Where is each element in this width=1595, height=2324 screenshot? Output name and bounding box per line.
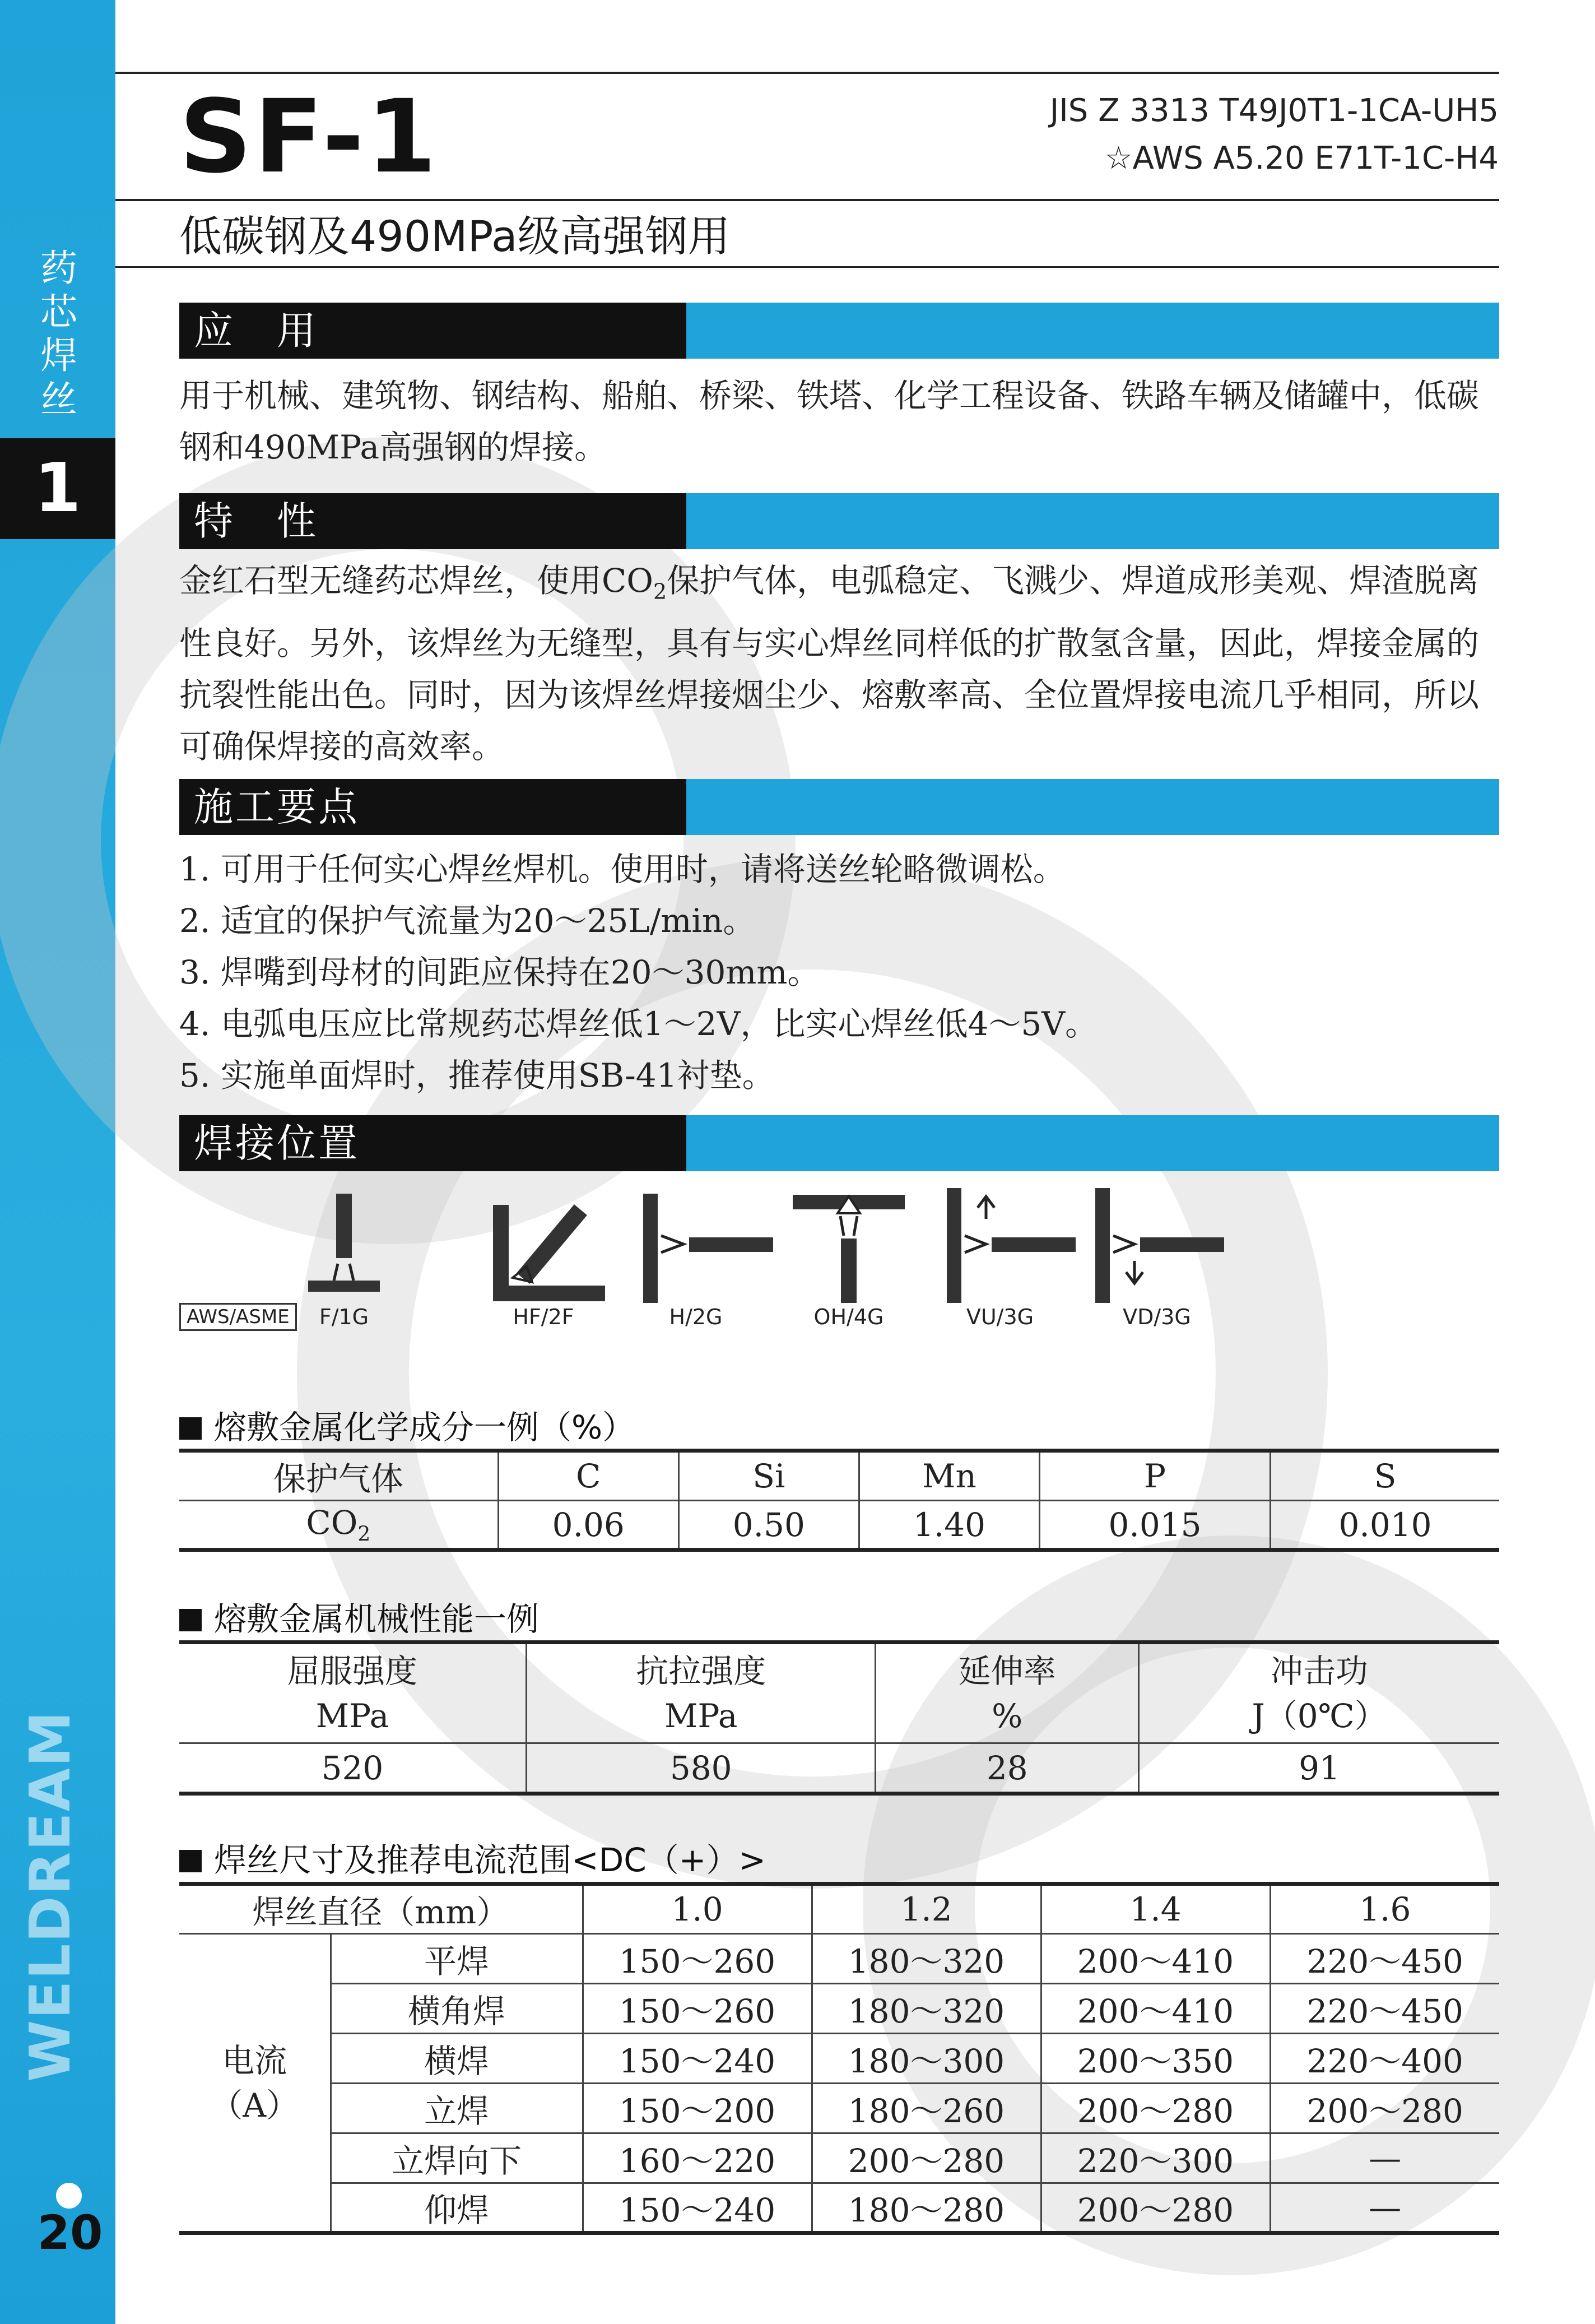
table-cell: 220～450 bbox=[1270, 1934, 1499, 1984]
sidebar-category bbox=[31, 247, 87, 421]
table-row bbox=[179, 1984, 1499, 2034]
header-middle-rule bbox=[115, 199, 1499, 201]
table-cell: 160～220 bbox=[583, 2133, 812, 2183]
table-cell: 520 bbox=[321, 1748, 384, 1787]
table-cell: 200～280 bbox=[812, 2133, 1041, 2183]
section-title: 施工要点 bbox=[194, 784, 360, 830]
key-point-item: 4. 电弧电压应比常规药芯焊丝低1～2V，比实心焊丝低4～5V。 bbox=[179, 1005, 1098, 1043]
vertical-up-icon bbox=[947, 1188, 1076, 1303]
table-cell: 200～350 bbox=[1041, 2034, 1270, 2084]
table-cell: 180～320 bbox=[812, 1934, 1041, 1984]
table-cell: 0.015 bbox=[1039, 1501, 1270, 1550]
table-cell: 横角焊 bbox=[331, 1984, 583, 2034]
table-cell: 0.06 bbox=[498, 1501, 678, 1550]
table-header-row bbox=[179, 1451, 1499, 1501]
mechanical-table-title: 熔敷金属机械性能一例 bbox=[179, 1593, 539, 1640]
overhead-icon bbox=[793, 1195, 905, 1303]
aws-asme-label: AWS/ASME bbox=[179, 1303, 297, 1331]
table-cell: 150～260 bbox=[583, 1984, 812, 2034]
table-cell: 横焊 bbox=[331, 2034, 583, 2084]
square-bullet-icon bbox=[179, 1417, 202, 1440]
position-label: F/1G bbox=[319, 1305, 369, 1329]
table-cell: 200～410 bbox=[1041, 1934, 1270, 1984]
page-number: 20 bbox=[37, 2205, 103, 2260]
horizontal-groove-icon bbox=[643, 1194, 773, 1303]
current-group-label: 电流 （A） bbox=[210, 2041, 299, 2124]
table-row bbox=[179, 2133, 1499, 2183]
sidebar-category-char: 药 bbox=[40, 247, 77, 290]
table-cell: 150～260 bbox=[583, 1934, 812, 1984]
chemistry-table-title: 熔敷金属化学成分一例（%） bbox=[179, 1401, 635, 1448]
table-header: S bbox=[1271, 1451, 1499, 1501]
table-header: 1.2 bbox=[812, 1884, 1041, 1934]
section-header-features bbox=[179, 493, 1499, 549]
table-header: 屈服强度 MPa bbox=[179, 1643, 526, 1743]
sidebar-category-char: 芯 bbox=[40, 290, 77, 333]
jis-standard: JIS Z 3313 T49J0T1-1CA-UH5 bbox=[1049, 92, 1499, 129]
table-cell: 200～410 bbox=[1041, 1984, 1270, 2034]
table-cell: 150～240 bbox=[583, 2183, 812, 2233]
table-cell: 立焊 bbox=[331, 2084, 583, 2133]
vertical-down-icon bbox=[1095, 1188, 1224, 1303]
table-header: 延伸率 % bbox=[876, 1643, 1139, 1743]
table-row bbox=[179, 2034, 1499, 2084]
table-row bbox=[179, 2084, 1499, 2133]
table-cell: 150～240 bbox=[583, 2034, 812, 2084]
section-title: 应 用 bbox=[194, 308, 318, 354]
current-table-title: 焊丝尺寸及推荐电流范围<DC（+）> bbox=[179, 1834, 766, 1881]
table-cell: $CO_2$ bbox=[306, 1503, 371, 1546]
table-header: 1.0 bbox=[583, 1884, 812, 1934]
table-cell: — bbox=[1270, 2133, 1499, 2183]
table-header-row bbox=[179, 1643, 1499, 1743]
application-text: 用于机械、建筑物、钢结构、船舶、桥梁、铁塔、化学工程设备、铁路车辆及储罐中，低碳钢和490MPa高强钢的焊接。 bbox=[179, 377, 1480, 466]
table-header: 焊丝直径（mm） bbox=[179, 1884, 583, 1934]
key-point-item: 3. 焊嘴到母材的间距应保持在20～30mm。 bbox=[179, 953, 820, 991]
welding-positions-diagram bbox=[179, 1182, 1501, 1339]
chemistry-table bbox=[179, 1449, 1499, 1552]
position-label: H/2G bbox=[669, 1305, 723, 1329]
table-row bbox=[179, 1934, 1499, 1984]
sidebar-category-char: 焊 bbox=[40, 334, 77, 377]
aws-standard: ☆AWS A5.20 E71T-1C-H4 bbox=[1104, 140, 1499, 177]
table-row bbox=[179, 1501, 1499, 1550]
table-cell: 200～280 bbox=[1041, 2183, 1270, 2233]
position-label: VD/3G bbox=[1123, 1305, 1191, 1329]
table-header: 1.4 bbox=[1041, 1884, 1270, 1934]
table-cell: 180～300 bbox=[812, 2034, 1041, 2084]
table-cell: 仰焊 bbox=[331, 2183, 583, 2233]
table-cell: 220～450 bbox=[1270, 1984, 1499, 2034]
table-cell: 平焊 bbox=[331, 1934, 583, 1984]
table-cell: 220～300 bbox=[1041, 2133, 1270, 2183]
key-point-item: 2. 适宜的保护气流量为20～25L/min。 bbox=[179, 902, 756, 940]
table-row bbox=[179, 2183, 1499, 2233]
product-subtitle: 低碳钢及490MPa级高强钢用 bbox=[179, 211, 731, 261]
mechanical-table bbox=[179, 1640, 1499, 1796]
position-label: OH/4G bbox=[813, 1305, 884, 1329]
chapter-number: 1 bbox=[34, 449, 81, 527]
table-cell: 180～260 bbox=[812, 2084, 1041, 2133]
horizontal-fillet-icon bbox=[493, 1204, 605, 1301]
table-header-row bbox=[179, 1884, 1499, 1934]
table-header: 抗拉强度 MPa bbox=[526, 1643, 875, 1743]
brand-logo-text: WELDREAM bbox=[17, 1710, 83, 2082]
key-point-item: 1. 可用于任何实心焊丝焊机。使用时，请将送丝轮略微调松。 bbox=[179, 850, 1066, 888]
features-text: 金红石型无缝药芯焊丝，使用$CO_2$保护气体，电弧稳定、飞溅少、焊道成形美观、焊渣脱离性良好。另外，该焊丝为无缝型，具有与实心焊丝同样低的扩散氢含量，因此，焊接金属的抗裂性能出色。同时，因为该焊丝焊接烟尘少、熔敷率高、全位置焊接电流几乎相同，所以可确保焊接的高效率。 bbox=[179, 562, 1480, 766]
left-sidebar bbox=[0, 0, 115, 2324]
table-cell: 180～280 bbox=[812, 2183, 1041, 2233]
table-cell: 200～280 bbox=[1270, 2084, 1499, 2133]
table-cell: 0.010 bbox=[1271, 1501, 1499, 1550]
sidebar-category-char: 丝 bbox=[40, 378, 77, 421]
table-header: P bbox=[1039, 1451, 1270, 1501]
table-cell: 28 bbox=[876, 1743, 1139, 1794]
table-cell: 立焊向下 bbox=[331, 2133, 583, 2183]
chapter-tab bbox=[0, 438, 115, 539]
key-point-item: 5. 实施单面焊时，推荐使用SB-41衬垫。 bbox=[179, 1056, 775, 1094]
subtitle-rule bbox=[115, 266, 1499, 268]
section-header-positions bbox=[179, 1115, 1499, 1171]
header-top-rule bbox=[115, 72, 1499, 74]
position-label: VU/3G bbox=[966, 1305, 1034, 1329]
welding-positions-icons bbox=[179, 1182, 1501, 1303]
flat-position-icon bbox=[308, 1194, 380, 1292]
section-header-application bbox=[179, 303, 1499, 359]
table-header: 保护气体 bbox=[179, 1451, 498, 1501]
table-cell: 180～320 bbox=[812, 1984, 1041, 2034]
square-bullet-icon bbox=[179, 1850, 202, 1872]
table-header: 冲击功 J（0℃） bbox=[1139, 1643, 1499, 1743]
table-header: Si bbox=[678, 1451, 859, 1501]
table-cell: — bbox=[1270, 2183, 1499, 2233]
section-header-key-points bbox=[179, 779, 1499, 835]
table-cell: 91 bbox=[1139, 1743, 1499, 1794]
section-title: 特 性 bbox=[194, 498, 318, 544]
section-title: 焊接位置 bbox=[194, 1120, 360, 1166]
square-bullet-icon bbox=[179, 1609, 202, 1631]
table-header: C bbox=[498, 1451, 678, 1501]
table-row bbox=[179, 1743, 1499, 1794]
table-cell: 580 bbox=[526, 1743, 875, 1794]
table-header: Mn bbox=[859, 1451, 1039, 1501]
table-cell: 200～280 bbox=[1041, 2084, 1270, 2133]
table-cell: 150～200 bbox=[583, 2084, 812, 2133]
current-table bbox=[179, 1882, 1499, 2235]
table-cell: 0.50 bbox=[678, 1501, 859, 1550]
position-label: HF/2F bbox=[513, 1305, 574, 1329]
table-cell: 220～400 bbox=[1270, 2034, 1499, 2084]
table-cell: 1.40 bbox=[859, 1501, 1039, 1550]
product-title: SF-1 bbox=[179, 78, 439, 196]
table-header: 1.6 bbox=[1270, 1884, 1499, 1934]
